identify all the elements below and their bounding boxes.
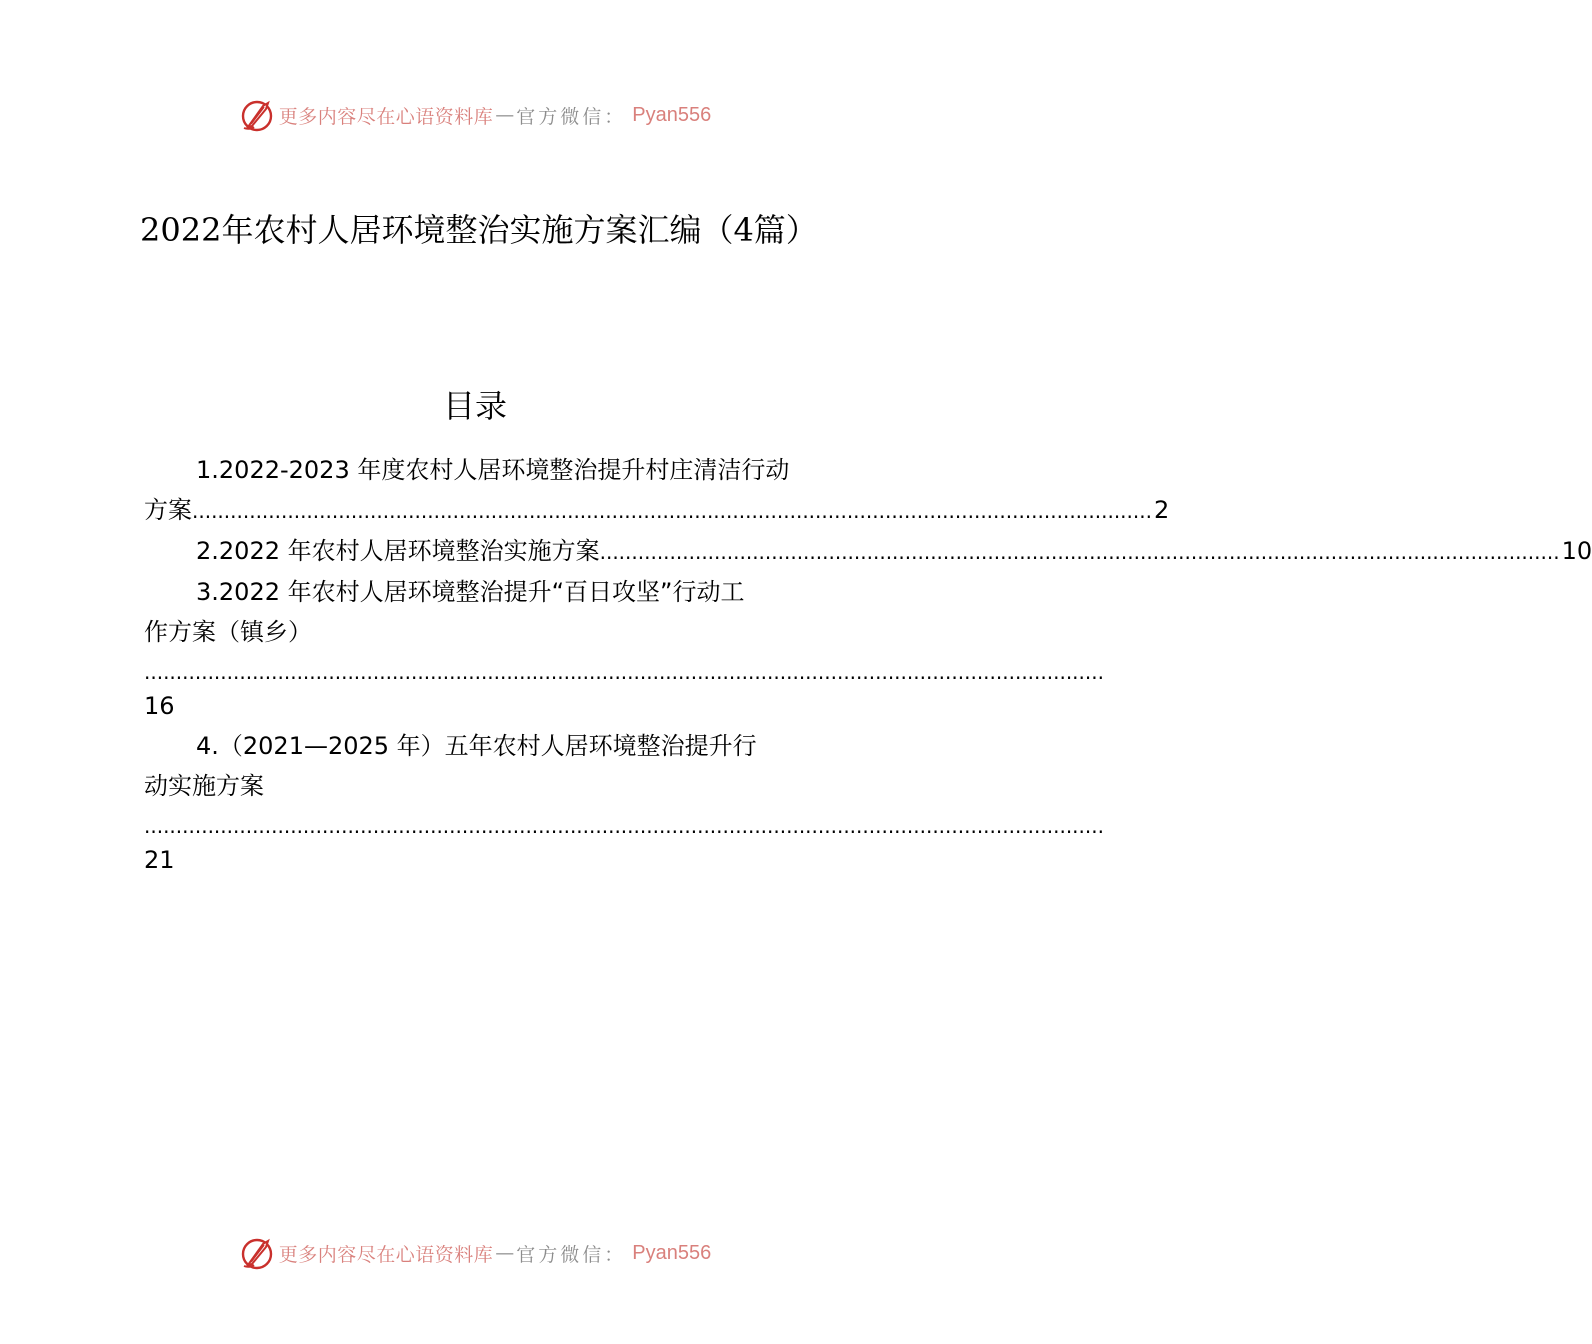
toc-entry-title: 3.2022 年农村人居环境整治提升“百日攻坚”行动工 — [196, 578, 745, 606]
banner-wechat-id: Pyan556 — [632, 1241, 712, 1264]
toc-entry-title: 4.（2021—2025 年）五年农村人居环境整治提升行 — [196, 732, 757, 760]
banner-official-label: 官方微信： — [516, 1243, 627, 1266]
toc-heading: 目录 — [442, 387, 507, 425]
toc-entry-3[interactable] — [144, 572, 1104, 726]
quill-pen-logo-icon — [239, 1235, 275, 1271]
toc-entry-row — [144, 531, 1592, 572]
toc-entry-continuation — [144, 490, 1170, 531]
banner-wechat-id: Pyan556 — [632, 103, 712, 126]
document-title: 2022年农村人居环境整治实施方案汇编（4篇） — [140, 211, 818, 249]
toc-entry-title-cont: 方案 — [144, 496, 192, 524]
toc-page-number: 2 — [1153, 496, 1170, 524]
toc-entry-1[interactable] — [144, 450, 1170, 531]
toc-page-number: 10 — [1561, 537, 1592, 565]
toc-entry-4[interactable] — [144, 726, 1104, 880]
toc-entry-title-cont: 作方案（镇乡） — [144, 618, 312, 646]
quill-pen-logo-icon — [239, 97, 275, 133]
banner-text: 更多内容尽在心语资料库 — [278, 1243, 494, 1266]
toc-entry-title: 2.2022 年农村人居环境整治实施方案 — [196, 537, 600, 565]
toc-entry-title: 1.2022-2023 年度农村人居环境整治提升村庄清洁行动 — [196, 456, 790, 484]
banner-official-label: 官方微信： — [516, 105, 627, 128]
toc-entry-2[interactable] — [144, 531, 1592, 572]
footer-watermark-banner — [0, 1233, 950, 1273]
toc-leader-dots: ....................................................................................................................................................... — [599, 540, 1560, 564]
header-watermark-banner — [0, 95, 950, 135]
banner-text: 更多内容尽在心语资料库 — [278, 105, 494, 128]
banner-dash: — — [495, 1242, 515, 1264]
toc-page-number: 21 — [144, 846, 175, 874]
banner-dash: — — [495, 104, 515, 126]
toc-leader-dots: ....................................................................................................................................................... — [192, 499, 1152, 523]
toc-page-number: 16 — [144, 692, 175, 720]
toc-leader-dots: ....................................................................................................................................................... — [144, 660, 1104, 684]
toc-entry-title-cont: 动实施方案 — [144, 772, 264, 800]
table-of-contents — [144, 450, 1592, 880]
toc-leader-dots: ....................................................................................................................................................... — [144, 814, 1104, 838]
